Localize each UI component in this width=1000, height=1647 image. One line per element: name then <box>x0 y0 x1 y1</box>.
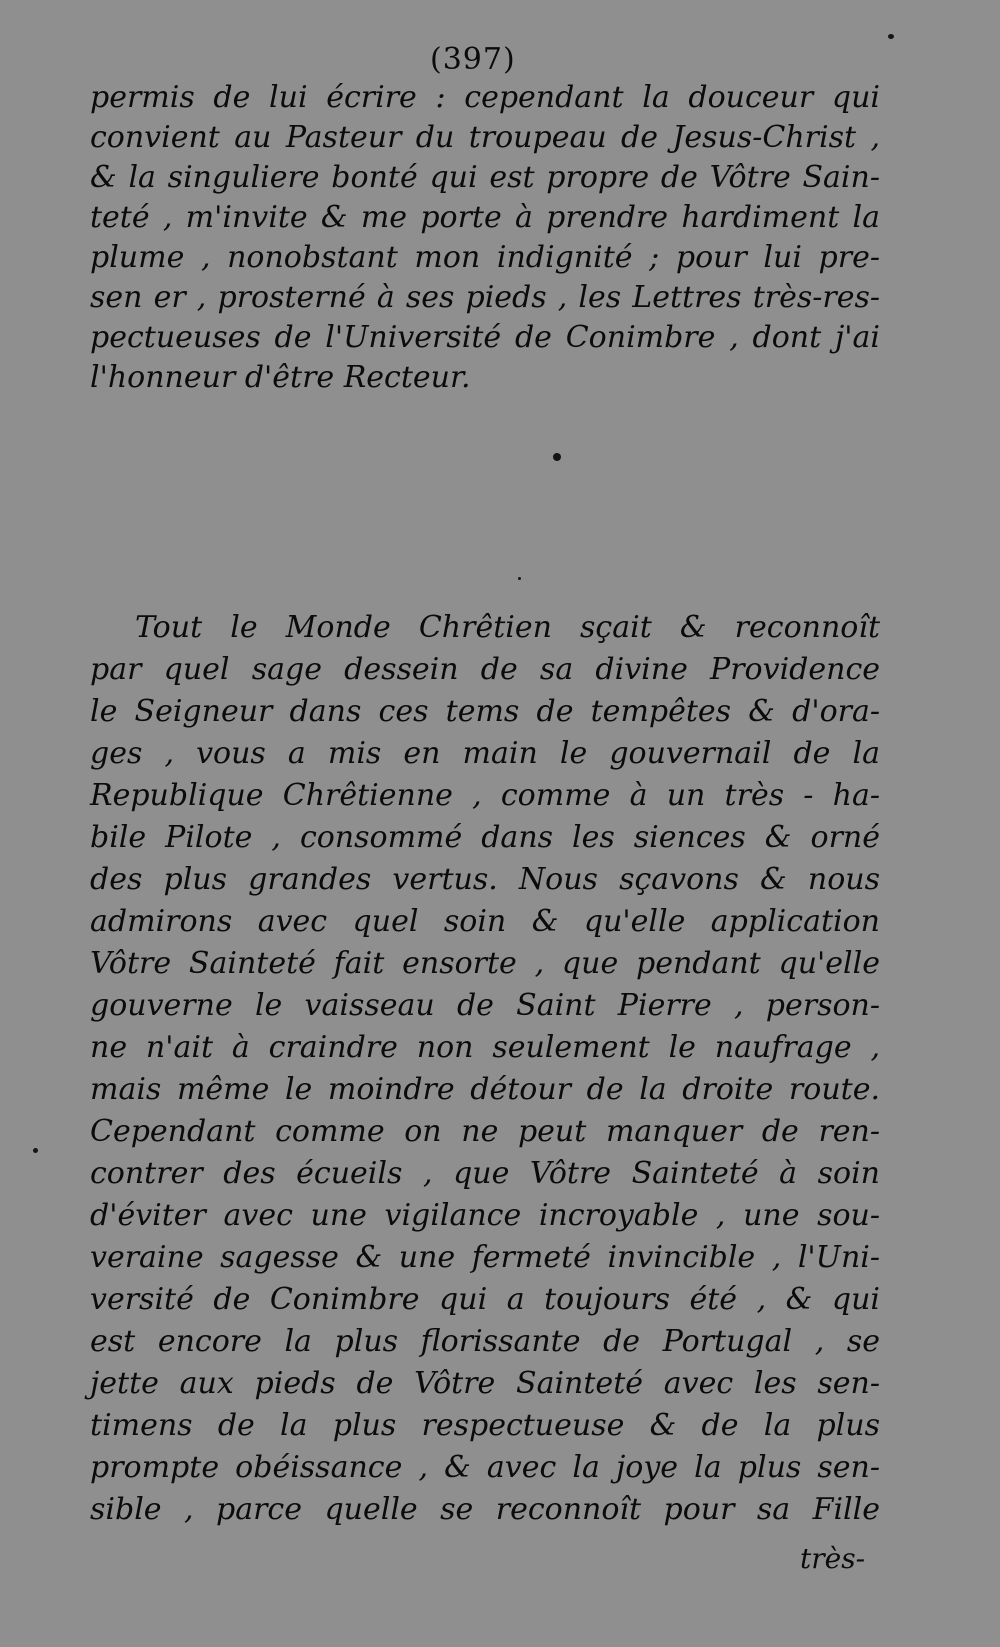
text-line: gouverne le vaisseau de Saint Pierre , person- <box>90 988 880 1023</box>
text-line: plume , nonobstant mon indignité ; pour lui pre- <box>90 240 880 275</box>
text-line: ne n'ait à craindre non seulement le naufrage , <box>90 1030 880 1065</box>
text-line: prompte obéissance , & avec la joye la plus sen- <box>90 1450 880 1485</box>
catchword: très- <box>800 1542 866 1575</box>
text-line: est encore la plus florissante de Portugal , se <box>90 1324 880 1359</box>
ink-speck <box>888 34 894 39</box>
text-line: par quel sage dessein de sa divine Providence <box>90 652 880 687</box>
text-line: contrer des écueils , que Vôtre Sainteté à soin <box>90 1156 880 1191</box>
text-line: convient au Pasteur du troupeau de Jesus-Christ , <box>90 120 880 155</box>
text-line: ges , vous a mis en main le gouvernail de la <box>90 736 880 771</box>
text-line: versité de Conimbre qui a toujours été , & qui <box>90 1282 880 1317</box>
text-line: le Seigneur dans ces tems de tempêtes & d'ora- <box>90 694 880 729</box>
text-line: permis de lui écrire : cependant la douceur qui <box>90 80 880 115</box>
text-line: & la singuliere bonté qui est propre de Vôtre Sain- <box>90 160 880 195</box>
text-line: bile Pilote , consommé dans les siences & orné <box>90 820 880 855</box>
text-line: teté , m'invite & me porte à prendre hardiment la <box>90 200 880 235</box>
text-line: d'éviter avec une vigilance incroyable , une sou- <box>90 1198 880 1233</box>
text-line: timens de la plus respectueuse & de la plus <box>90 1408 880 1443</box>
ink-speck <box>33 1148 38 1153</box>
text-line: Vôtre Sainteté fait ensorte , que pendant qu'elle <box>90 946 880 981</box>
text-line: l'honneur d'être Recteur. <box>90 360 471 395</box>
text-line: veraine sagesse & une fermeté invincible , l'Uni- <box>90 1240 880 1275</box>
text-line: Cependant comme on ne peut manquer de ren- <box>90 1114 880 1149</box>
text-line: pectueuses de l'Université de Conimbre , dont j'ai <box>90 320 880 355</box>
text-line: sen er , prosterné à ses pieds , les Lettres très-res- <box>90 280 880 315</box>
text-line: des plus grandes vertus. Nous sçavons & nous <box>90 862 880 897</box>
page-number: (397) <box>430 42 516 77</box>
ink-speck <box>553 453 561 461</box>
text-line: mais même le moindre détour de la droite route. <box>90 1072 880 1107</box>
text-line: sible , parce quelle se reconnoît pour sa Fille <box>90 1492 880 1527</box>
text-line: Republique Chrêtienne , comme à un très - ha- <box>90 778 880 813</box>
text-line: jette aux pieds de Vôtre Sainteté avec les sen- <box>90 1366 880 1401</box>
text-line: admirons avec quel soin & qu'elle application <box>90 904 880 939</box>
text-line: Tout le Monde Chrêtien sçait & reconnoît <box>135 610 880 645</box>
ink-speck <box>518 577 521 580</box>
